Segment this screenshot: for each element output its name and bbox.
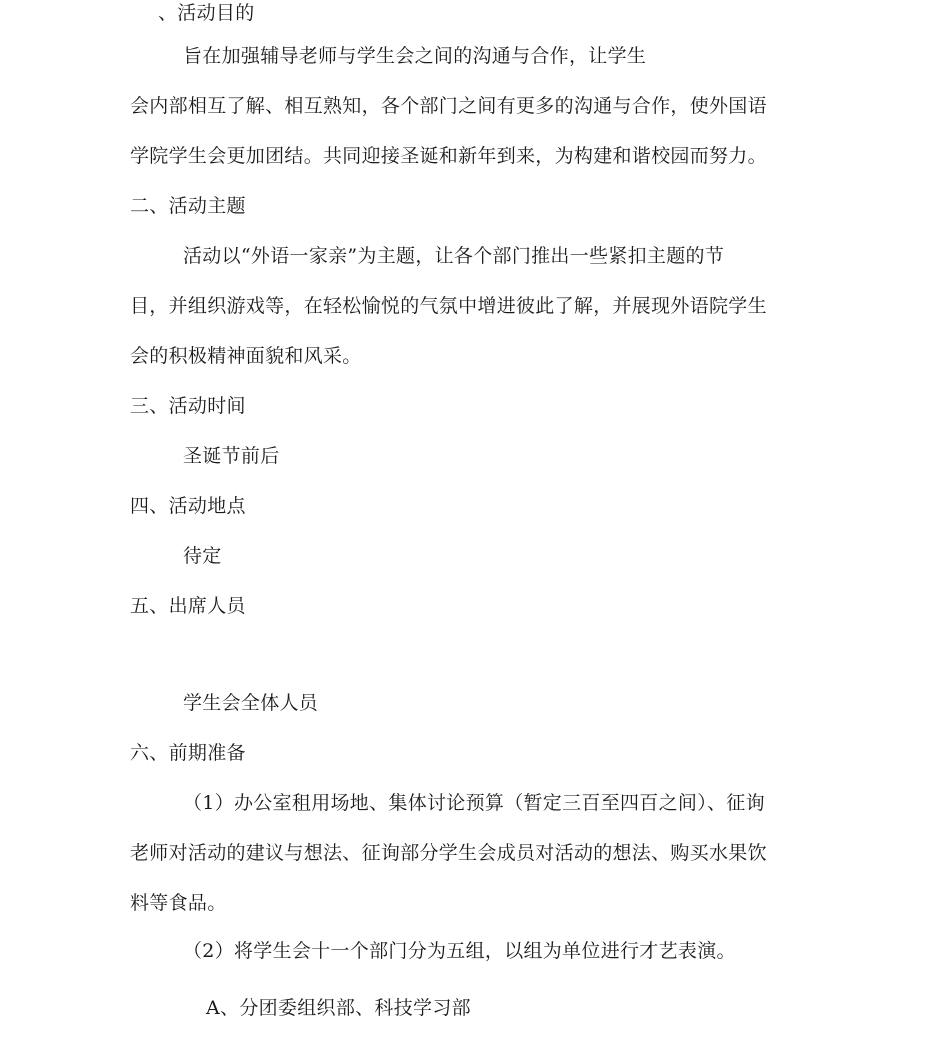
section-body-attendees: 学生会全体人员 xyxy=(183,692,319,714)
paragraph-line: （2）将学生会十一个部门分为五组，以组为单位进行才艺表演。 xyxy=(183,940,736,962)
section-body-location: 待定 xyxy=(183,545,222,567)
paragraph-line: 会内部相互了解、相互熟知，各个部门之间有更多的沟通与合作，使外国语 xyxy=(130,95,767,117)
paragraph-line: 料等食品。 xyxy=(130,892,227,914)
section-body-time: 圣诞节前后 xyxy=(183,445,280,467)
section-heading-time: 三、活动时间 xyxy=(130,395,246,417)
paragraph-line: 目，并组织游戏等，在轻松愉悦的气氛中增进彼此了解，并展现外语院学生 xyxy=(130,295,767,317)
section-heading-attendees: 五、出席人员 xyxy=(130,595,246,617)
section-heading-preparation: 六、前期准备 xyxy=(130,742,246,764)
section-heading-location: 四、活动地点 xyxy=(130,495,246,517)
paragraph-line: （1）办公室租用场地、集体讨论预算（暂定三百至四百之间）、征询 xyxy=(183,792,765,814)
paragraph-line: 学院学生会更加团结。共同迎接圣诞和新年到来，为构建和谐校园而努力。 xyxy=(130,145,767,167)
paragraph-line: 旨在加强辅导老师与学生会之间的沟通与合作，让学生 xyxy=(183,45,647,67)
section-heading-theme: 二、活动主题 xyxy=(130,195,246,217)
paragraph-line: 活动以“外语一家亲”为主题，让各个部门推出一些紧扣主题的节 xyxy=(183,245,725,267)
section-heading-purpose: 、活动目的 xyxy=(158,2,255,24)
paragraph-line: 会的积极精神面貌和风采。 xyxy=(130,345,362,367)
sub-list-item: A、分团委组织部、科技学习部 xyxy=(206,997,471,1019)
paragraph-line: 老师对活动的建议与想法、征询部分学生会成员对活动的想法、购买水果饮 xyxy=(130,842,767,864)
